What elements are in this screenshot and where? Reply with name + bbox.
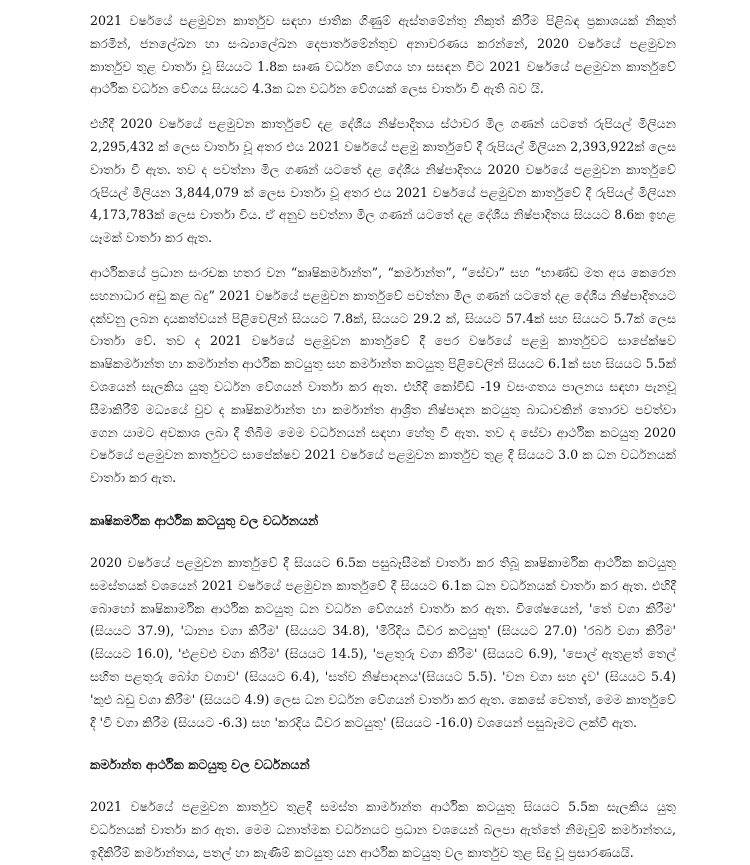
sectors-paragraph: ආර්ථිකයේ ප්‍රධාන සංරචක හතර වන “කෘෂිකර්මාන්ත”, “කර්මාන්ත”, “සේවා” සහ “භාණ්ඩ මත අය කෙරෙන සහනාධාර අඩු කළ බදු” 2021 වර්ෂයේ පළමුවන කාර්තුවේ පවත්නා මිල ගණන් යටතේ දළ දේශීය නිෂ්පාදිතයට දක්වනු ලබන දායකත්වයන් පිළිවෙලින් සියයට 7.8ක්, සියයට 29.2 ක්, සියයට 57.4ක් සහ සියයට 5.7ක් ලෙස වාර්තා වේ. තව ද 2021 වර්ෂයේ පළමුවන කාර්තුවේ දී පෙර වර්ෂයේ පළමු කාර්තුවට සාපේක්ෂව කෘෂිකර්මාන්ත හා කර්මාන්ත ආර්ථික කටයුතු සහ කර්මාන්ත කටයුතු පිළිවෙලින් සියයට 6.1ක් සහ සියයට 5.5ක් වශයෙන් සැලකිය යුතු වර්ධන වේගයන් වාර්තා කර ඇත. එහිදී කෝවිඩ් -19 වසංගතය පාලනය සඳහා පැනවූ සීමාකිරීම් මධ්‍යයේ වුව ද කෘෂිකර්මාන්ත හා කර්මාන්ත ආශ්‍රිත නිෂ්පාදන කටයුතු බාධාවකින් තොරව පවත්වා ගෙන යාමට අවකාශ ලබා දී තිබීම මෙම වර්ධනයන් සඳහා හේතු වී ඇත. තව ද සේවා ආර්ථික කටයුතු 2020 වර්ෂයේ පළමුවන කාර්තුවට සාපේක්ෂව 2021 වර්ෂයේ පළමුවන කාර්තුව තුළ දී සියයට 3.0 ක ධන වර්ධනයක් වාර්තා කර ඇත. bbox=[90, 264, 676, 486]
intro-paragraph: 2021 වර්ෂයේ පළමුවන කාර්තුව සඳහා ජාතික ගිණුම් ඇස්තමේන්තු නිකුත් කිරීම පිළිබඳ ප්‍රකාශයක් නිකුත් කරමින්, ජනලේඛන හා සංඛ්‍යාලේඛන දෙපාර්තමේන්තුව අනාවරණය කරන්නේ, 2020 වර්ෂයේ පළමුවන කාර්තුව තුළ වාර්තා වූ සියයට 1.8ක සෘණ වර්ධන වේගය හා සසඳන විට 2021 වර්ෂයේ පළමුවන කාර්තුවේ ආර්ථික වර්ධන වේගය සියයට 4.3ක ධන වර්ධන වේගයක් ලෙස වාර්තා වී ඇති බව යි. bbox=[90, 13, 676, 97]
industry-paragraph: 2021 වර්ෂයේ පළමුවන කාර්තුව තුළදී සමස්ත කාර්මාන්ත ආර්ථික කටයුතු සියයට 5.5ක සැලකිය යුතු වර්ධනයක් වාර්තා කර ඇත. මෙම ධනාත්මක වර්ධනයට ප්‍රධාන වශයෙන් බලපා ඇත්තේ නිමැවුම් කර්මාන්තය, ඉදිකිරීම් කර්මාන්තය, පතල් හා කැණීම් කටයුතු යන ආර්ථික කටයුතු වල කාර්තුව තුළ සිදු වූ ප්‍රසාරණයයි. bbox=[90, 799, 676, 860]
gdp-paragraph: එහිදී 2020 වර්ෂයේ පළමුවන කාර්තුවේ දළ දේශීය නිෂ්පාදිතය ස්ථාවර මිල ගණන් යටතේ රුපියල් මිලියන 2,295,432 ක් ලෙස වාර්තා වූ අතර එය 2021 වර්ෂයේ පළමු කාර්තුවේ දී රුපියල් මිලියන 2,393,922ක් ලෙස වාර්තා වී ඇත. තව ද පවත්නා මිල ගණන් යටතේ දළ දේශීය නිෂ්පාදිතය 2020 වර්ෂයේ පළමුවන කාර්තුවේ රුපියල් මිලියන 3,844,079 ක් ලෙස වාර්තා වූ අතර එය 2021 වර්ෂයේ පළමුවන කාර්තුවේ දී රුපියල් මිලියන 4,173,783ක් ලෙස වාර්තා විය. ඒ අනුව පවත්නා මිල ගණන් යටතේ දළ දේශීය නිෂ්පාදිතය සියයට 8.6ක ඉහළ යෑමක් වාර්තා කර ඇත. bbox=[90, 116, 676, 246]
agriculture-heading: කෘෂිකර්මික ආර්ථික කටයුතු වල වර්ධනයන් bbox=[90, 512, 319, 528]
agriculture-paragraph: 2020 වර්ෂයේ පළමුවන කාර්තුවේ දී සියයට 6.5ක පසුබෑසීමක් වාර්තා කර තිබූ කෘෂිකාර්මික ආර්ථික කටයුතු සමස්තයක් වශයෙන් 2021 වර්ෂයේ පළමුවන කාර්තුවේ දී සියයට 6.1ක ධන වර්ධනයක් වාර්තා කර ඇත. එහිදී බොහෝ කෘෂිකාර්මික ආර්ථික කටයුතු ධන වර්ධන වේගයන් වාර්තා කර ඇත. විශේෂයෙන්, 'තේ වගා කිරීම' (සියයට 37.9), 'ධාන්‍ය වගා කිරීම' (සියයට 34.8), 'මිරිදිය ධීවර කටයුතු' (සියයට 27.0) 'රබර් වගා කිරීම' (සියයට 16.0), 'එළවළු වගා කිරීම' (සියයට 14.5), 'පළතුරු වගා කිරීම' (සියයට 6.9), 'පොල් ඇතුළත් තෙල් සහිත පළතුරු බෝග වගාව' (සියයට 6.4), 'සත්ව නිෂ්පාදනය'(සියයට 5.5). 'වන වගා සහ දැව' (සියයට 5.4) 'කුළු බඩු වගා කිරීම' (සියයට 4.9) ලෙස ධන වර්ධන වේගයන් වාර්තා කර ඇත. කෙසේ වෙතත්, මෙම කාර්තුවේ දී 'වී වගා කිරීම (සියයට -6.3) සහ 'කරදිය ධීවර කටයුතු' (සියයට -16.0) වශයෙන් පසුබෑමට ලක්වී ඇත. bbox=[90, 554, 676, 730]
industry-heading: කර්මාන්ත ආර්ථික කටයුතු වල වර්ධනයන් bbox=[90, 757, 310, 773]
